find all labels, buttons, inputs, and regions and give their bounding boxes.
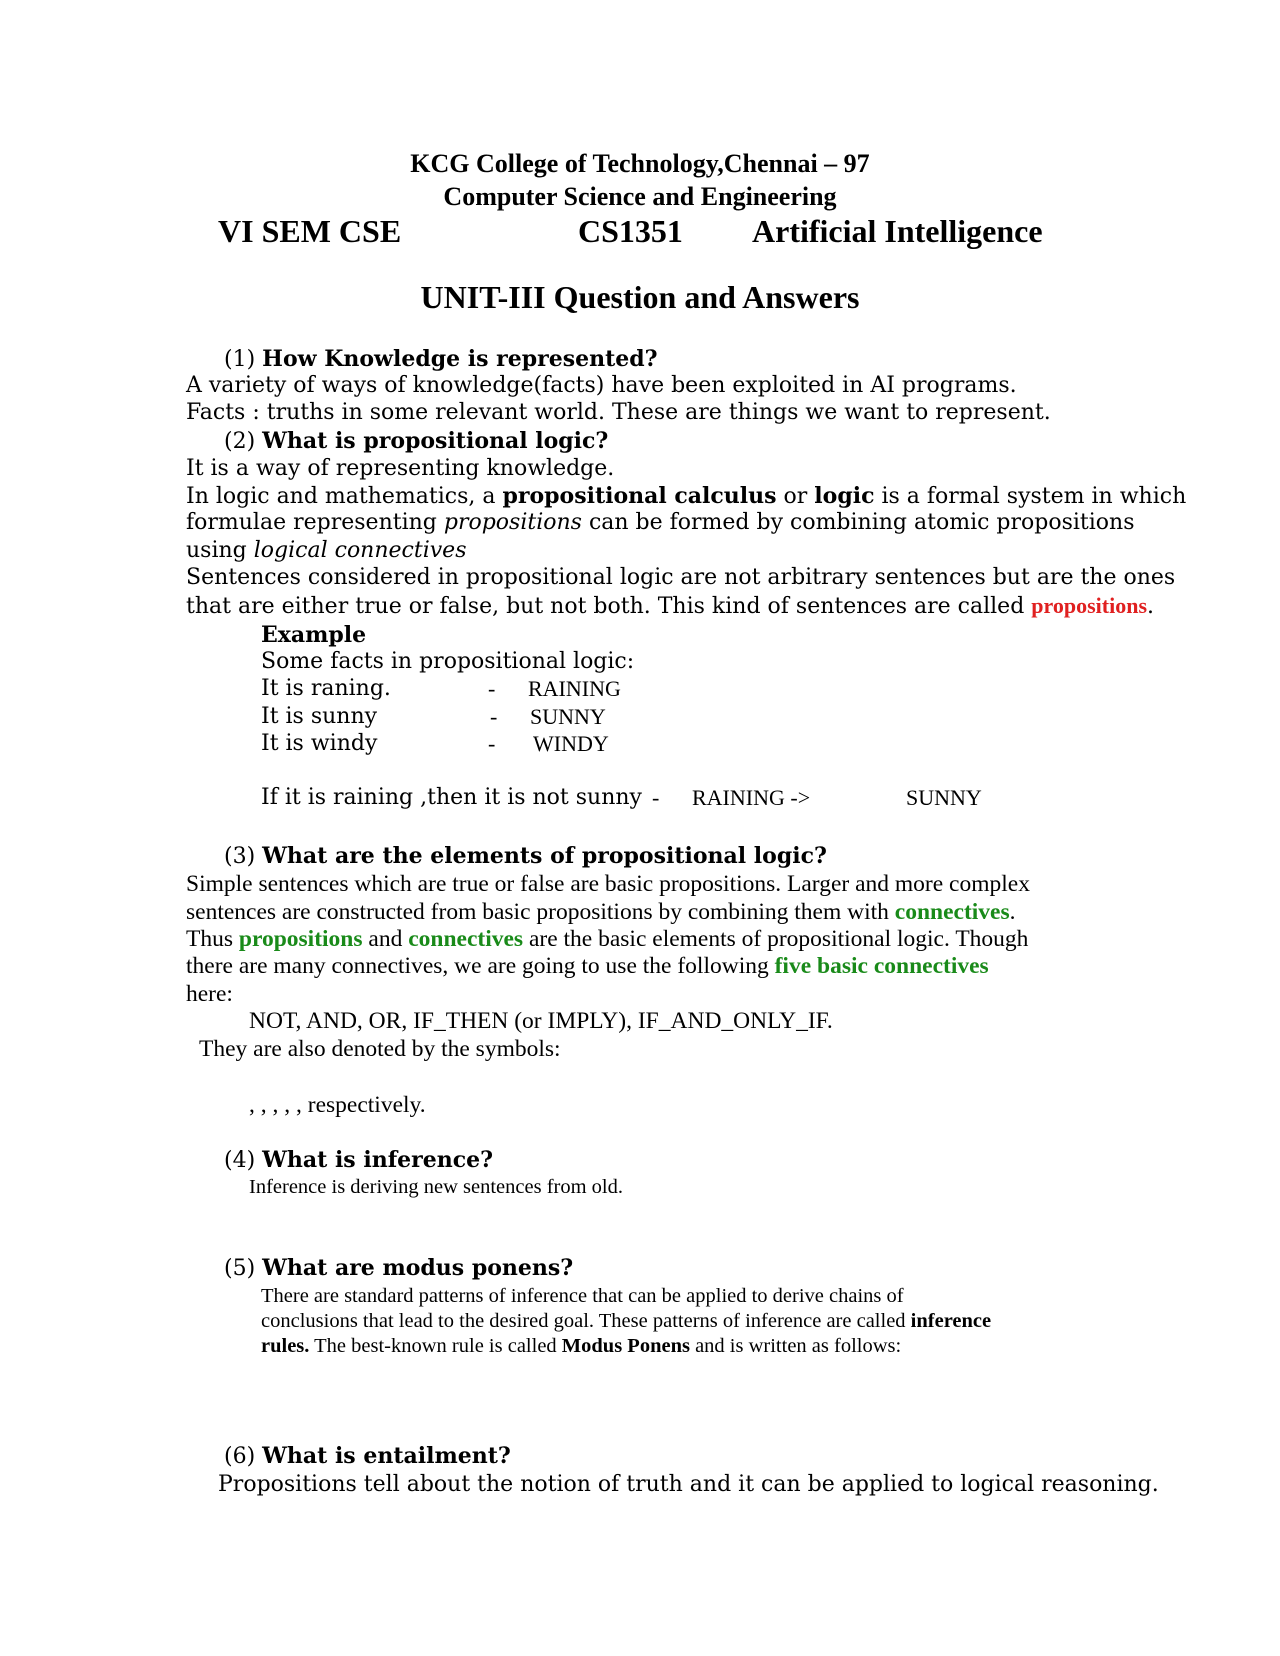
question-3 [224, 842, 827, 871]
answer-5-line-2 [261, 1309, 991, 1334]
text-run: Thus [186, 926, 239, 952]
fact-text: It is sunny [261, 704, 378, 729]
text-run: or [776, 484, 815, 509]
answer-5-line-3 [261, 1334, 901, 1359]
fact-dash: - [490, 704, 498, 729]
question-6 [224, 1442, 511, 1471]
term-propositional-calculus: propositional calculus [502, 483, 777, 509]
term-propositions-green: propositions [238, 926, 363, 952]
connectives-list: NOT, AND, OR, IF_THEN (or IMPLY), IF_AND_ONLY_IF. [249, 1008, 833, 1034]
course-name: Artificial Intelligence [752, 213, 1043, 249]
fact-text: It is raning. [261, 676, 391, 701]
text-run: conclusions that lead to the desired goal. These patterns of inference are called [261, 1310, 911, 1332]
example-title: Example [261, 622, 367, 648]
answer-1-line-1: A variety of ways of knowledge(facts) have been exploited in AI programs. [186, 373, 1017, 398]
term-five-basic-connectives: five basic connectives [774, 953, 989, 979]
question-5 [224, 1254, 573, 1283]
question-text: What is inference? [262, 1147, 494, 1173]
question-1 [224, 345, 658, 374]
term-connectives: connectives [894, 899, 1010, 925]
rule-rhs: SUNNY [906, 785, 982, 810]
college-name: KCG College of Technology,Chennai – 97 [410, 149, 870, 178]
answer-1-line-2: Facts : truths in some relevant world. These are things we want to represent. [186, 400, 1051, 425]
text-run: there are many connectives, we are going to use the following [186, 953, 775, 979]
fact-dash: - [488, 731, 496, 756]
text-run: . [1009, 899, 1016, 925]
answer-2-line-4 [186, 537, 466, 565]
question-text: What are the elements of propositional logic? [262, 843, 827, 869]
term-propositions: propositions [443, 510, 582, 535]
question-text: How Knowledge is represented? [262, 346, 658, 372]
answer-4: Inference is deriving new sentences from old. [249, 1176, 623, 1198]
question-text: What is entailment? [262, 1443, 511, 1469]
question-number: (1) [224, 347, 256, 372]
question-number: (5) [224, 1256, 256, 1281]
answer-3-line-1: Simple sentences which are true or false are basic propositions. Larger and more complex [186, 871, 1030, 897]
symbols-intro: They are also denoted by the symbols: [199, 1036, 561, 1062]
question-number: (2) [224, 429, 256, 454]
question-2 [224, 427, 608, 456]
fact-symbol: WINDY [533, 731, 609, 756]
question-text: What are modus ponens? [262, 1255, 574, 1281]
fact-symbol: RAINING [528, 676, 621, 701]
question-4 [224, 1146, 493, 1175]
text-run: sentences are constructed from basic propositions by combining them with [186, 899, 895, 925]
term-logical-connectives: logical connectives [253, 538, 467, 563]
question-number: (3) [224, 844, 256, 869]
question-number: (6) [224, 1444, 256, 1469]
answer-3-line-3 [186, 925, 1028, 953]
text-run: The best-known rule is called [309, 1335, 562, 1357]
text-run: and [362, 926, 409, 952]
text-run: using [186, 538, 254, 563]
answer-2-line-5: Sentences considered in propositional logic are not arbitrary sentences but are the ones [186, 565, 1176, 590]
question-text: What is propositional logic? [262, 428, 609, 454]
answer-2-line-2 [186, 482, 1186, 511]
department-name: Computer Science and Engineering [443, 182, 837, 211]
fact-symbol: SUNNY [530, 704, 606, 729]
fact-text: It is windy [261, 731, 378, 756]
term-inference: inference [910, 1310, 992, 1332]
answer-6: Propositions tell about the notion of truth and it can be applied to logical reasoning. [218, 1472, 1159, 1497]
symbols-line: , , , , , respectively. [249, 1092, 426, 1118]
answer-2-line-6 [186, 592, 1154, 621]
text-run: formulae representing [186, 510, 444, 535]
unit-title: UNIT-III Question and Answers [420, 279, 860, 315]
answer-3-line-5: here: [186, 981, 233, 1007]
text-run: that are either true or false, but not both. This kind of sentences are called [186, 594, 1032, 619]
question-number: (4) [224, 1148, 256, 1173]
rule-dash: - [652, 785, 660, 810]
answer-2-line-1: It is a way of representing knowledge. [186, 456, 615, 481]
text-run: is a formal system in which [874, 484, 1187, 509]
term-logic: logic [814, 483, 875, 509]
example-intro: Some facts in propositional logic: [261, 649, 635, 674]
text-run: can be formed by combining atomic propositions [581, 510, 1135, 535]
answer-2-line-3 [186, 509, 1135, 537]
answer-3-line-4 [186, 952, 989, 980]
course-code: CS1351 [578, 213, 683, 249]
term-modus-ponens: Modus Ponens [561, 1335, 690, 1357]
answer-3-line-2 [186, 898, 1016, 926]
term-propositions-red: propositions [1031, 593, 1148, 618]
semester-label: VI SEM CSE [218, 213, 402, 249]
text-run: are the basic elements of propositional logic. Though [523, 926, 1029, 952]
text-run: and is written as follows: [689, 1335, 902, 1357]
term-rules: rules. [261, 1335, 310, 1357]
term-connectives: connectives [408, 926, 524, 952]
answer-5-line-1: There are standard patterns of inference that can be applied to derive chains of [261, 1285, 904, 1307]
rule-lhs: RAINING -> [692, 785, 811, 810]
rule-text: If it is raining ,then it is not sunny [261, 785, 642, 810]
text-run: . [1147, 594, 1155, 619]
fact-dash: - [488, 676, 496, 701]
text-run: In logic and mathematics, a [186, 484, 503, 509]
